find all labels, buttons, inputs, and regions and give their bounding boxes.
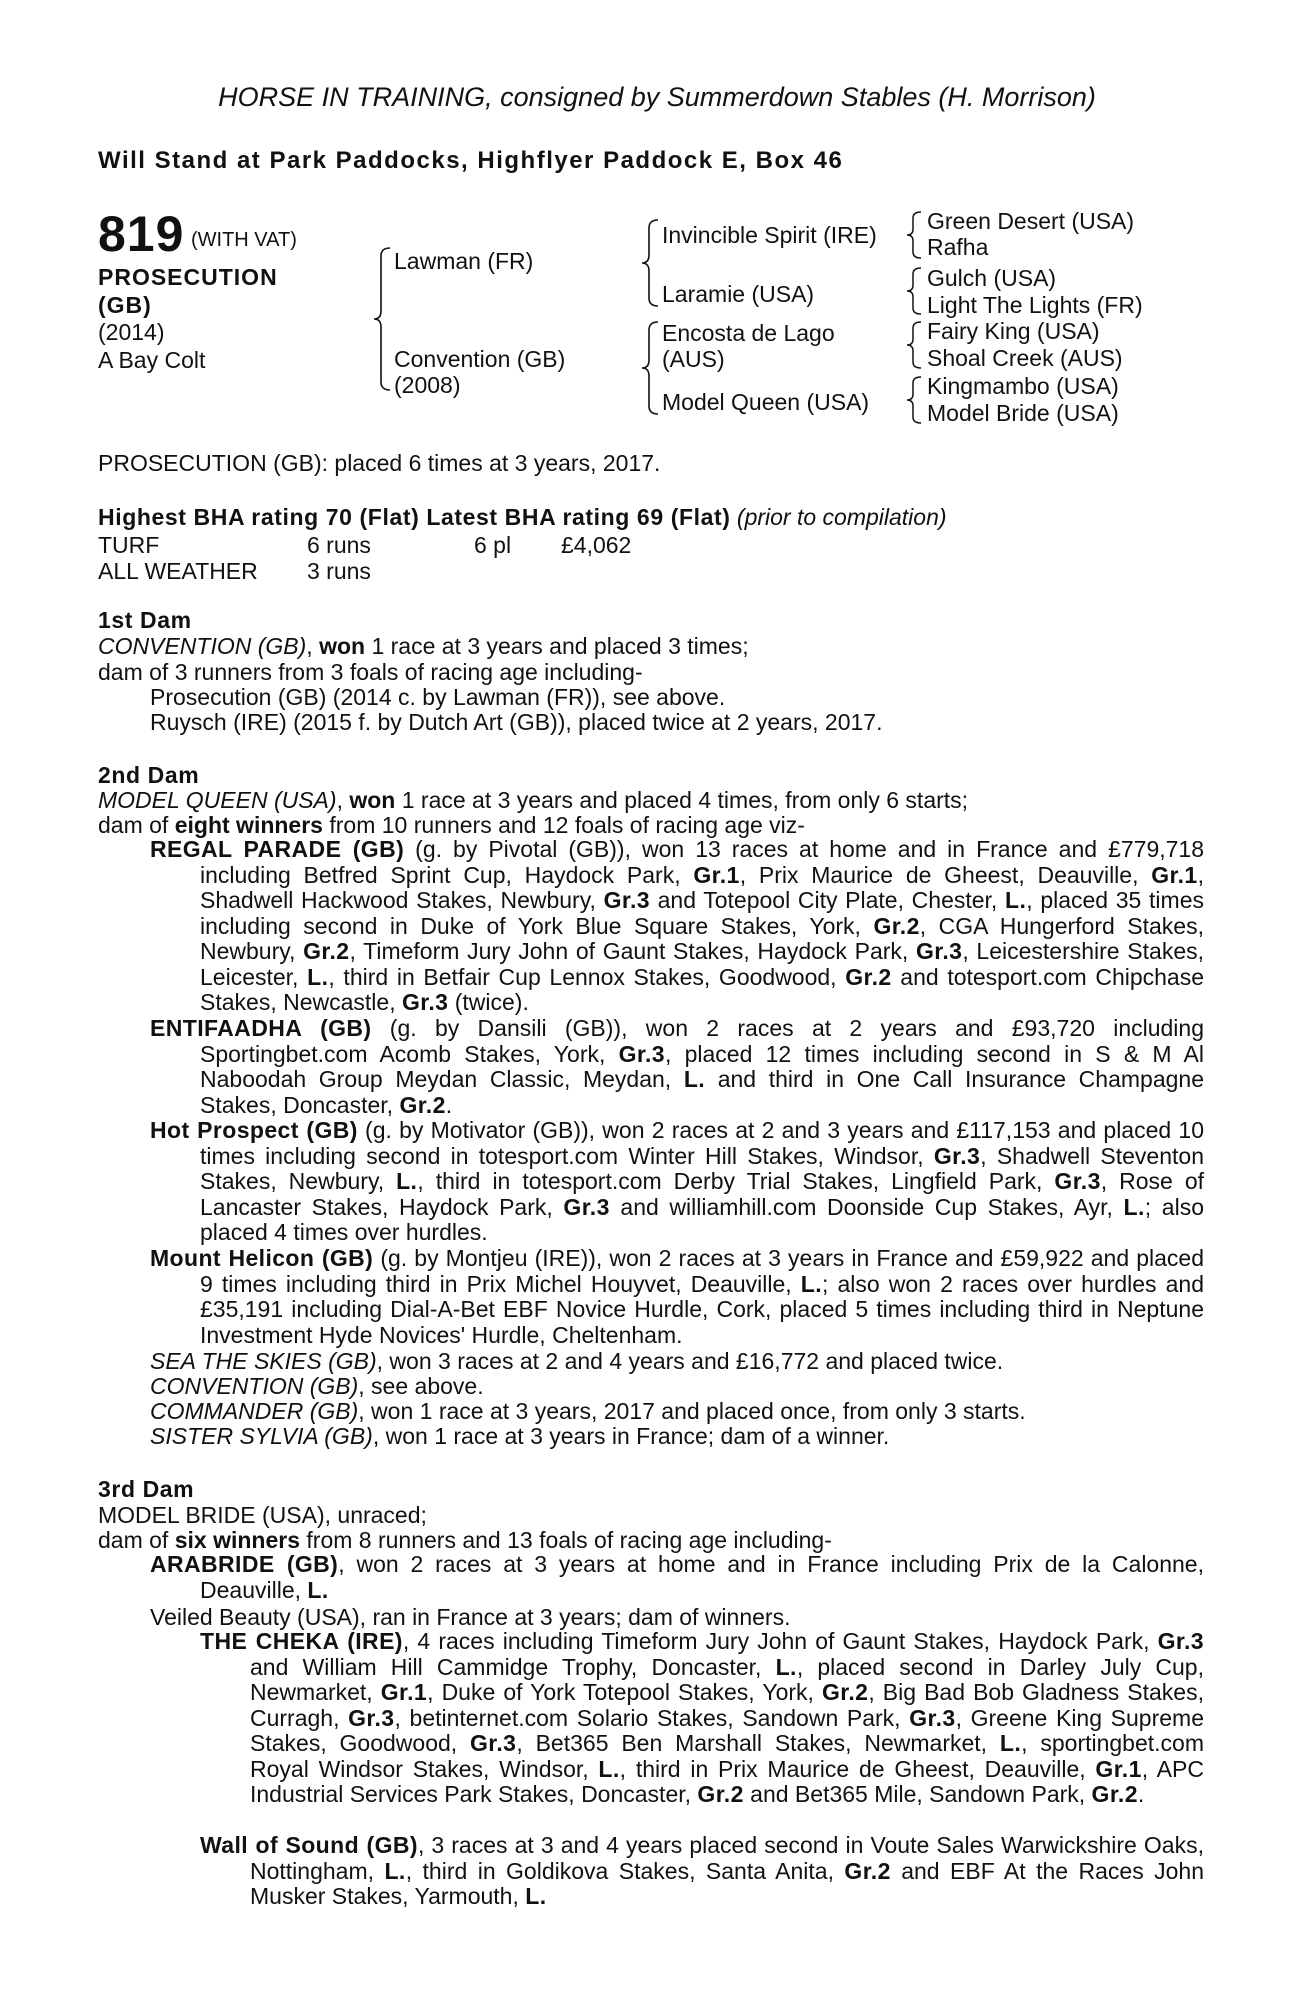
regal-g9: Gr.2 (845, 963, 892, 990)
hot-prospect-g4: Gr.3 (563, 1193, 610, 1220)
third-dam-produce (98, 1527, 832, 1554)
third-dam-produce-post: from 8 runners and 13 foals of racing age including- (300, 1527, 832, 1553)
the-cheka-g5: Gr.3 (348, 1704, 395, 1731)
second-dam-name: MODEL QUEEN (USA) (98, 787, 337, 813)
bha-rating-note: (prior to compilation) (736, 504, 947, 530)
pedigree-dam-line2: (2008) (394, 372, 461, 398)
third-dam-heading: 3rd Dam (98, 1476, 195, 1502)
regal-g10: Gr.3 (401, 989, 449, 1015)
entifaadha-t2: , placed 12 times including second in S & M Al Naboodah Group Meydan Classic, Meydan, (200, 1040, 1204, 1092)
arabride-t1: , won 2 races at 3 years at home and in France including Prix de la Calonne, Deauville, (200, 1551, 1204, 1603)
hot-prospect-name: Hot Prospect (GB) (150, 1117, 358, 1143)
entry-hot-prospect (150, 1118, 1204, 1246)
the-cheka-g6: Gr.3 (909, 1704, 956, 1731)
entry-mount-helicon (150, 1246, 1204, 1348)
horse-info (98, 318, 205, 374)
entifaadha-name: ENTIFAADHA (GB) (150, 1015, 372, 1041)
entifaadha-g2: L. (683, 1066, 706, 1092)
entry-sea-the-skies (150, 1348, 1003, 1375)
arabride-name: ARABRIDE (GB) (150, 1551, 339, 1577)
mount-helicon-t1: (g. by Montjeu (IRE)), won 2 races at 3 years in France and £59,922 and placed 9 times including third in Prix Michel Houyvet, Deauville, (200, 1245, 1204, 1297)
hot-prospect-g5: L. (1123, 1193, 1145, 1220)
pedigree-sds: Gulch (USA) (927, 265, 1057, 291)
foaling-year: (2014) (98, 319, 165, 345)
commander-text: , won 1 race at 3 years, 2017 and placed once, from only 3 starts. (358, 1398, 1026, 1424)
pedigree-ddd: Model Bride (USA) (927, 400, 1119, 426)
pedigree-bracket-dd (905, 375, 923, 425)
wall-of-sound-g1: L. (384, 1857, 406, 1884)
the-cheka-t2: and William Hill Cammidge Trophy, Doncaster, (250, 1653, 776, 1680)
arabride-g1: L. (307, 1576, 329, 1603)
regal-t6: , CGA Hungerford Stakes, Newbury, (200, 912, 1204, 964)
entry-arabride (150, 1552, 1204, 1603)
regal-t7: , Timeform Jury John of Gaunt Stakes, Haydock Park, (349, 938, 916, 964)
second-dam-produce-pre: dam of (98, 812, 175, 838)
first-dam-produce: dam of 3 runners from 3 foals of racing age including- (98, 659, 643, 685)
the-cheka-t10: , third in Prix Maurice de Gheest, Deauville, (619, 1755, 1096, 1782)
regal-t3: , Shadwell Hackwood Stakes, Newbury, (200, 861, 1204, 913)
the-cheka-t3: , placed second in Darley July Cup, Newmarket, (250, 1653, 1204, 1705)
pedigree-sss: Green Desert (USA) (927, 208, 1135, 234)
aw-label: ALL WEATHER (98, 558, 258, 584)
the-cheka-g11: Gr.2 (697, 1781, 744, 1807)
hot-prospect-t3: , third in totesport.com Derby Trial Stakes, Lingfield Park, (417, 1168, 1055, 1194)
wall-of-sound-t3: and EBF At the Races John Musker Stakes, Yarmouth, (250, 1857, 1204, 1909)
wall-of-sound-g2: Gr.2 (844, 1857, 891, 1884)
pedigree-dsd: Shoal Creek (AUS) (927, 345, 1123, 371)
the-cheka-t9: , sportingbet.com Royal Windsor Stakes, Windsor, (250, 1730, 1205, 1782)
regal-g7: Gr.3 (915, 938, 963, 964)
wall-of-sound-name: Wall of Sound (GB) (200, 1832, 418, 1858)
regal-t8: , Leicestershire Stakes, Leicester, (200, 938, 1204, 990)
third-dam-winners: six winners (174, 1527, 300, 1553)
the-cheka-t7: , Greene King Supreme Stakes, Goodwood, (250, 1704, 1204, 1756)
the-cheka-t13: . (1137, 1781, 1145, 1807)
the-cheka-g7: Gr.3 (470, 1730, 517, 1756)
hot-prospect-t6: ; also placed 4 times over hurdles. (200, 1193, 1204, 1245)
pedigree-dam-sire-line2: (AUS) (662, 346, 725, 372)
hot-prospect-g2: L. (396, 1168, 418, 1194)
entifaadha-t4: . (445, 1091, 453, 1118)
regal-t9: , third in Betfair Cup Lennox Stakes, Goodwood, (328, 963, 846, 990)
race-summary: PROSECUTION (GB): placed 6 times at 3 years, 2017. (98, 450, 661, 476)
turf-prize: £4,062 (561, 532, 632, 558)
horse-name (98, 263, 278, 319)
the-cheka-t6: , betinternet.com Solario Stakes, Sandown Park, (394, 1704, 910, 1731)
first-dam-foal-1: Prosecution (GB) (2014 c. by Lawman (FR)), see above. (150, 684, 726, 710)
first-dam-won: won (319, 633, 366, 659)
entry-wall-of-sound (200, 1833, 1204, 1910)
turf-label: TURF (98, 532, 160, 558)
second-dam-produce (98, 812, 805, 839)
stand-location: Will Stand at Park Paddocks, Highflyer Paddock E, Box 46 (98, 147, 844, 174)
pedigree-dam (394, 346, 565, 398)
the-cheka-g3: Gr.1 (380, 1679, 428, 1705)
entry-the-cheka (200, 1629, 1204, 1808)
the-cheka-t4: , Duke of York Totepool Stakes, York, (427, 1679, 822, 1705)
the-cheka-g1: Gr.3 (1157, 1628, 1204, 1654)
first-dam-name: CONVENTION (GB) (98, 633, 307, 659)
pedigree-dam-sire (662, 320, 835, 372)
regal-g2: Gr.1 (1151, 861, 1198, 888)
turf-placed: 6 pl (474, 532, 512, 558)
entry-convention (150, 1373, 484, 1400)
regal-g5: Gr.2 (873, 912, 920, 939)
first-dam-heading: 1st Dam (98, 607, 192, 633)
entry-entifaadha (150, 1016, 1204, 1118)
pedigree-bracket-dam (640, 320, 660, 416)
second-dam-line: MODEL QUEEN (USA), won 1 race at 3 years and placed 4 times, from only 6 starts; (98, 787, 969, 813)
sea-the-skies-name: SEA THE SKIES (GB) (150, 1348, 377, 1374)
pedigree-bracket-main (372, 246, 392, 392)
first-dam-line: CONVENTION (GB), won 1 race at 3 years and placed 3 times; (98, 633, 749, 659)
the-cheka-t8: , Bet365 Ben Marshall Stakes, Newmarket, (516, 1730, 1000, 1756)
pedigree-bracket-sire (640, 218, 660, 308)
hot-prospect-t1: (g. by Motivator (GB)), won 2 races at 2 and 3 years and £117,153 and placed 10 times including second in totesport.com Winter Hill Stakes, Windsor, (200, 1117, 1204, 1169)
pedigree-dam-line1: Convention (GB) (394, 346, 566, 372)
entry-veiled-beauty: Veiled Beauty (USA), ran in France at 3 years; dam of winners. (150, 1604, 791, 1630)
wall-of-sound-t1: , 3 races at 3 and 4 years placed second in Voute Sales Warwickshire Oaks, Nottingham, (250, 1832, 1204, 1884)
regal-g8: L. (307, 963, 329, 990)
horse-type: A Bay Colt (98, 347, 206, 373)
second-dam-produce-post: from 10 runners and 12 foals of racing age viz- (322, 812, 805, 838)
regal-t10: and totesport.com Chipchase Stakes, Newcastle, (200, 963, 1205, 1015)
the-cheka-g2: L. (775, 1653, 797, 1680)
mount-helicon-t2: ; also won 2 races over hurdles and £35,191 including Dial-A-Bet EBF Novice Hurdle, Cork, placed 5 times including third in Neptune Investment Hyde Novices' Hurdle, Cheltenham. (200, 1270, 1204, 1348)
horse-name-line2: (GB) (98, 292, 152, 318)
the-cheka-g12: Gr.2 (1091, 1781, 1138, 1807)
entifaadha-t1: (g. by Dansili (GB)), won 2 races at 2 years and £93,720 including Sportingbet.com Acomb Stakes, York, (200, 1015, 1204, 1067)
entry-regal-parade-text (150, 837, 1204, 1016)
the-cheka-g4: Gr.2 (821, 1679, 869, 1705)
wall-of-sound-g3: L. (525, 1883, 547, 1909)
entifaadha-g3: Gr.2 (399, 1091, 446, 1118)
pedigree-dam-dam: Model Queen (USA) (662, 389, 870, 415)
lot-number: 819 (98, 206, 185, 262)
first-dam-text: 1 race at 3 years and placed 3 times; (365, 633, 749, 659)
entry-entifaadha-text (150, 1016, 1204, 1118)
pedigree-sdd: Light The Lights (FR) (927, 292, 1143, 318)
regal-g4: L. (1005, 887, 1027, 913)
entry-regal-parade (150, 837, 1204, 1016)
regal-t1: (g. by Pivotal (GB)), won 13 races at home and in France and £779,718 including Betfred Sprint Cup, Haydock Park, (200, 836, 1205, 888)
convention-text: , see above. (358, 1373, 484, 1399)
the-cheka-t11: , APC Industrial Services Park Stakes, Doncaster, (250, 1755, 1204, 1807)
sister-sylvia-name: SISTER SYLVIA (GB) (150, 1423, 373, 1449)
the-cheka-t1: , 4 races including Timeform Jury John of Gaunt Stakes, Haydock Park, (402, 1628, 1158, 1654)
second-dam-won: won (349, 787, 396, 813)
pedigree-dam-sire-line1: Encosta de Lago (662, 320, 835, 346)
regal-g6: Gr.2 (303, 938, 350, 964)
the-cheka-g9: L. (598, 1755, 620, 1782)
sea-the-skies-text: , won 3 races at 2 and 4 years and £16,772 and placed twice. (376, 1348, 1004, 1374)
mount-helicon-name: Mount Helicon (GB) (150, 1245, 374, 1271)
commander-name: COMMANDER (GB) (150, 1398, 359, 1424)
the-cheka-g10: Gr.1 (1095, 1755, 1142, 1782)
first-dam-foal-2: Ruysch (IRE) (2015 f. by Dutch Art (GB)), placed twice at 2 years, 2017. (150, 709, 883, 735)
regal-g1: Gr.1 (693, 861, 740, 888)
pedigree-dds: Kingmambo (USA) (927, 373, 1119, 399)
pedigree-ssd: Rafha (927, 234, 989, 260)
regal-t2: , Prix Maurice de Gheest, Deauville, (739, 861, 1152, 888)
pedigree-bracket-ds (905, 320, 923, 370)
the-cheka-t5: , Big Bad Bob Gladness Stakes, Curragh, (250, 1679, 1204, 1731)
pedigree-bracket-sd (905, 266, 923, 316)
regal-parade-name: REGAL PARADE (GB) (150, 836, 405, 862)
the-cheka-name: THE CHEKA (IRE) (200, 1628, 403, 1654)
regal-t11: (twice). (448, 989, 529, 1015)
second-dam-winners: eight winners (174, 812, 323, 838)
the-cheka-t12: and Bet365 Mile, Sandown Park, (743, 1781, 1092, 1807)
wall-of-sound-t2: , third in Goldikova Stakes, Santa Anita, (405, 1857, 845, 1884)
bha-ratings (98, 504, 947, 531)
entry-sister-sylvia (150, 1423, 889, 1450)
pedigree-sire-dam: Laramie (USA) (662, 281, 815, 307)
second-dam-text: 1 race at 3 years and placed 4 times, from only 6 starts; (395, 787, 969, 813)
entry-mount-helicon-text (150, 1246, 1204, 1348)
third-dam-produce-pre: dam of (98, 1527, 175, 1553)
horse-name-line1: PROSECUTION (98, 264, 278, 290)
hot-prospect-t2: , Shadwell Steventon Stakes, Newbury, (200, 1142, 1204, 1194)
entifaadha-t3: and third in One Call Insurance Champagne Stakes, Doncaster, (200, 1066, 1204, 1118)
regal-t4: and Totepool City Plate, Chester, (649, 887, 1005, 913)
regal-t5: , placed 35 times including second in Duke of York Blue Square Stakes, York, (200, 887, 1204, 939)
pedigree-bracket-ss (905, 210, 923, 260)
hot-prospect-g1: Gr.3 (933, 1142, 981, 1169)
convention-name: CONVENTION (GB) (150, 1373, 359, 1399)
hot-prospect-g3: Gr.3 (1054, 1168, 1101, 1194)
entry-commander (150, 1398, 1026, 1425)
entry-hot-prospect-text (150, 1118, 1204, 1246)
pedigree-sire-sire: Invincible Spirit (IRE) (662, 222, 877, 248)
bha-rating-values: Highest BHA rating 70 (Flat) Latest BHA rating 69 (Flat) (98, 504, 731, 530)
vat-note: (WITH VAT) (191, 229, 297, 251)
hot-prospect-t4: , Rose of Lancaster Stakes, Haydock Park, (200, 1168, 1205, 1220)
entry-arabride-text (150, 1552, 1204, 1603)
pedigree-sire: Lawman (FR) (394, 248, 534, 274)
sister-sylvia-text: , won 1 race at 3 years in France; dam of a winner. (372, 1423, 890, 1449)
entry-the-cheka-text (200, 1629, 1204, 1808)
mount-helicon-g1: L. (800, 1270, 823, 1297)
third-dam-line: MODEL BRIDE (USA), unraced; (98, 1502, 427, 1528)
hot-prospect-t5: and williamhill.com Doonside Cup Stakes, Ayr, (609, 1193, 1124, 1220)
aw-runs: 3 runs (307, 558, 371, 584)
pedigree-dss: Fairy King (USA) (927, 318, 1100, 344)
page-header: HORSE IN TRAINING, consigned by Summerdown Stables (H. Morrison) (218, 82, 1096, 112)
regal-g3: Gr.3 (603, 887, 650, 913)
the-cheka-g8: L. (999, 1730, 1022, 1756)
second-dam-heading: 2nd Dam (98, 762, 200, 788)
turf-runs: 6 runs (307, 532, 371, 558)
entifaadha-g1: Gr.3 (618, 1040, 665, 1067)
entry-wall-of-sound-text (200, 1833, 1204, 1910)
